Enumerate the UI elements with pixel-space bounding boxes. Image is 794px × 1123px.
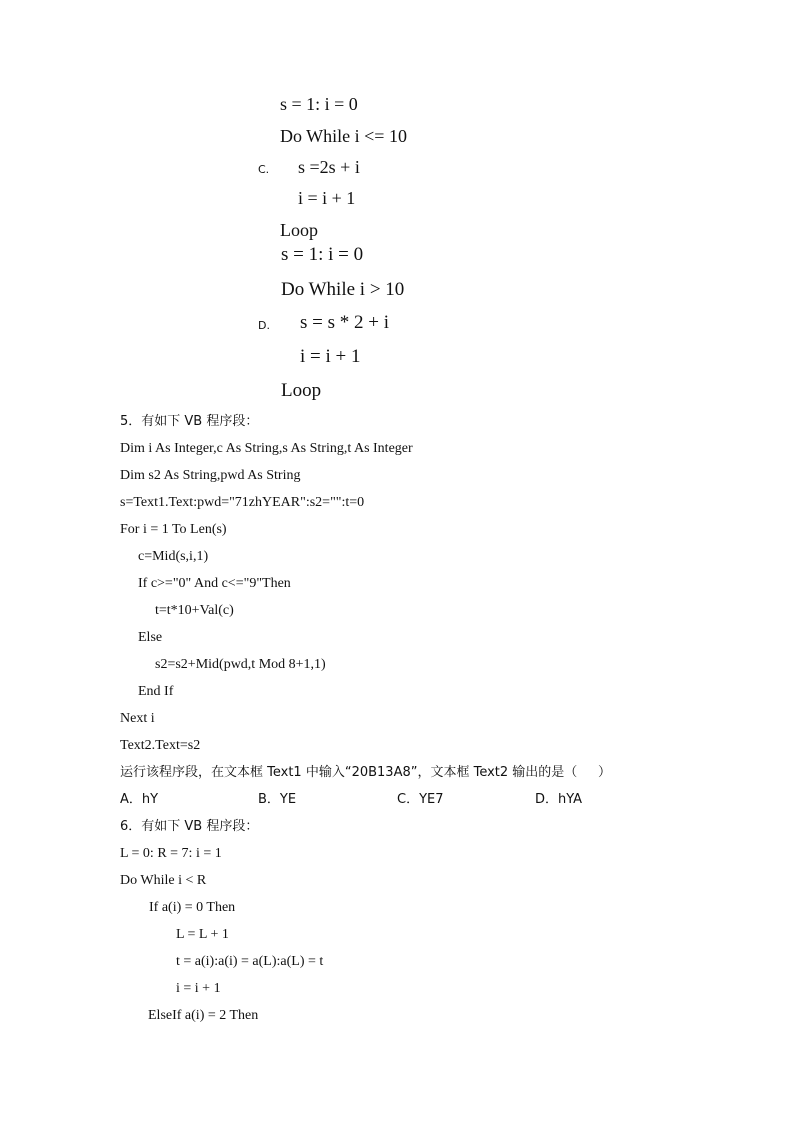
code-line: End If	[138, 684, 174, 699]
code-line: s2=s2+Mid(pwd,t Mod 8+1,1)	[155, 657, 326, 672]
option-d-line-1: s = 1: i = 0	[281, 244, 364, 265]
code-line: Else	[138, 630, 163, 645]
code-line: If a(i) = 0 Then	[149, 900, 236, 915]
code-line: If c>="0" And c<="9"Then	[138, 576, 291, 591]
code-line: i = i + 1	[176, 981, 221, 996]
option-c-line-5: Loop	[280, 220, 318, 240]
code-line: L = L + 1	[176, 927, 229, 942]
code-line: Text2.Text=s2	[120, 738, 201, 753]
option-d-label: D.	[258, 319, 270, 332]
option-c-line-3: s =2s + i	[298, 157, 360, 177]
answer-option-c: C．YE7	[397, 792, 444, 807]
answer-option-d: D．hYA	[535, 792, 583, 807]
code-line: For i = 1 To Len(s)	[120, 522, 227, 537]
option-d-line-4: i = i + 1	[300, 346, 361, 367]
code-line: Dim s2 As String,pwd As String	[120, 468, 301, 483]
code-line: ElseIf a(i) = 2 Then	[148, 1008, 259, 1023]
code-line: c=Mid(s,i,1)	[138, 549, 209, 564]
question-5-prompt: 运行该程序段，在文本框 Text1 中输入“20B13A8”，文本框 Text2 输出的是（ ）	[120, 765, 611, 780]
code-line: L = 0: R = 7: i = 1	[120, 846, 222, 861]
option-d-line-5: Loop	[281, 380, 322, 401]
code-line: t = a(i):a(i) = a(L):a(L) = t	[176, 954, 324, 969]
option-d-line-3: s = s * 2 + i	[300, 312, 389, 333]
option-c-line-1: s = 1: i = 0	[280, 94, 358, 114]
option-d-line-2: Do While i > 10	[281, 279, 405, 300]
question-5-heading: 5．有如下 VB 程序段：	[120, 414, 259, 429]
option-c-line-4: i = i + 1	[298, 188, 356, 208]
code-line: s=Text1.Text:pwd="71zhYEAR":s2="":t=0	[120, 495, 365, 510]
code-line: t=t*10+Val(c)	[155, 603, 234, 618]
code-line: Dim i As Integer,c As String,s As String,t As Integer	[120, 441, 413, 456]
code-line: Do While i < R	[120, 873, 207, 888]
answer-option-b: B．YE	[258, 792, 297, 807]
option-c-line-2: Do While i <= 10	[280, 126, 407, 146]
code-line: Next i	[120, 711, 155, 726]
answer-option-a: A．hY	[120, 792, 159, 807]
option-c-label: C.	[258, 163, 270, 176]
question-6-heading: 6．有如下 VB 程序段：	[120, 819, 259, 834]
